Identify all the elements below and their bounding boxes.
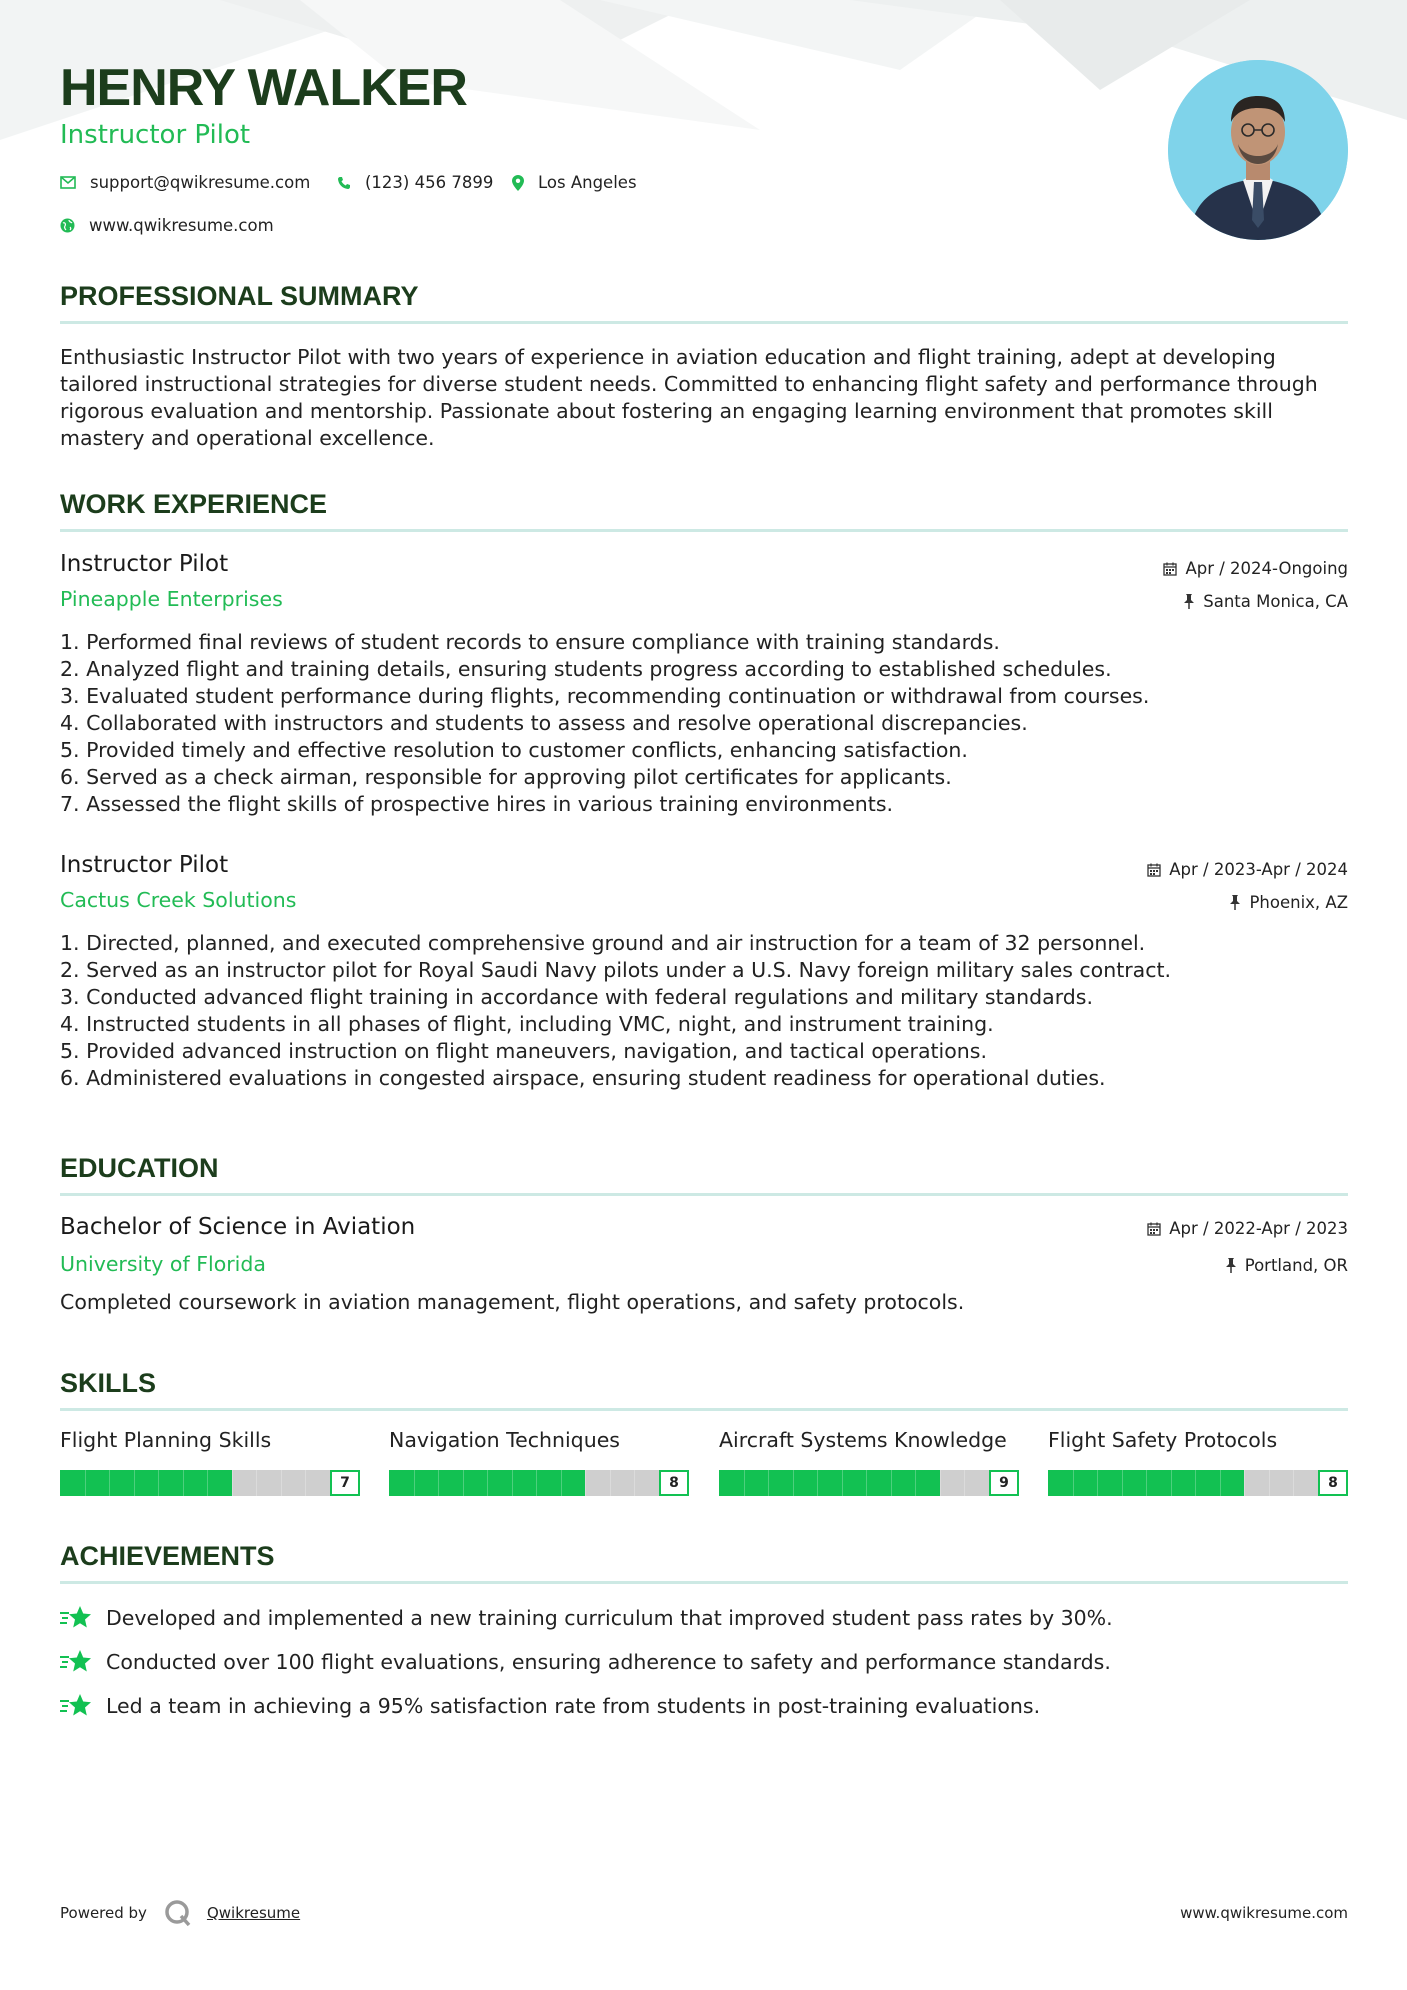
pushpin-icon — [1229, 895, 1241, 910]
list-item: 1. Directed, planned, and executed comprehensive ground and air instruction for a team of 32 personnel. — [60, 931, 1146, 955]
skill-bar-segment — [1073, 1470, 1074, 1496]
website-contact — [60, 216, 274, 235]
skill-bar-fill — [719, 1470, 940, 1496]
qwikresume-link[interactable]: Qwikresume — [206, 1904, 301, 1922]
skill-bar-segment — [183, 1470, 184, 1496]
skill-bar-segment — [207, 1470, 208, 1496]
phone-icon — [337, 176, 351, 190]
star-icon — [60, 1605, 92, 1631]
job-location-text: Phoenix, AZ — [1249, 893, 1348, 912]
list-item: 5. Provided timely and effective resolution to customer conflicts, enhancing satisfaction. — [60, 738, 968, 762]
list-item: 3. Evaluated student performance during flights, recommending continuation or withdrawal from courses. — [60, 684, 1150, 708]
skill-bar-segment — [940, 1470, 941, 1496]
skill-bar-segment — [915, 1470, 916, 1496]
job-dates — [1147, 860, 1348, 879]
skill-bar-segment — [610, 1470, 611, 1496]
pushpin-icon — [1225, 1258, 1237, 1273]
skill-bar-segment — [1195, 1470, 1196, 1496]
skill-bar-segment — [85, 1470, 86, 1496]
star-icon — [60, 1649, 92, 1675]
job-location — [1229, 893, 1348, 912]
list-item: 6. Administered evaluations in congested airspace, ensuring student readiness for operational duties. — [60, 1066, 1106, 1090]
skill-bar-segment — [842, 1470, 843, 1496]
skill-bar — [60, 1470, 360, 1496]
list-item: 1. Performed final reviews of student records to ensure compliance with training standards. — [60, 630, 1000, 654]
avatar — [1168, 60, 1348, 240]
powered-by-label: Powered by — [60, 1904, 147, 1922]
phone-contact — [337, 173, 493, 192]
job-location-text: Santa Monica, CA — [1203, 592, 1348, 611]
star-icon — [60, 1693, 92, 1719]
section-divider — [60, 529, 1348, 532]
list-item: 4. Instructed students in all phases of flight, including VMC, night, and instrument training. — [60, 1012, 994, 1036]
list-item: 3. Conducted advanced flight training in accordance with federal regulations and military standards. — [60, 985, 1093, 1009]
location-contact — [512, 173, 637, 192]
footer-powered-by — [60, 1898, 300, 1928]
email-contact — [60, 173, 310, 192]
skill-item — [60, 1428, 360, 1496]
email-text: support@qwikresume.com — [90, 173, 311, 192]
skill-bar-segment — [256, 1470, 257, 1496]
skill-bar-segment — [1244, 1470, 1245, 1496]
skill-bar-segment — [463, 1470, 464, 1496]
skill-score: 8 — [659, 1470, 689, 1496]
skill-bar-segment — [585, 1470, 586, 1496]
skill-score: 7 — [330, 1470, 360, 1496]
qwikresume-logo-icon — [163, 1898, 193, 1928]
skill-bar-segment — [1122, 1470, 1123, 1496]
job-dates-text: Apr / 2024-Ongoing — [1185, 559, 1348, 578]
list-item: 6. Served as a check airman, responsible for approving pilot certificates for applicants. — [60, 765, 952, 789]
skill-bar-segment — [438, 1470, 439, 1496]
section-title-skills: SKILLS — [60, 1368, 157, 1398]
education-description: Completed coursework in aviation management, flight operations, and safety protocols. — [60, 1290, 965, 1314]
globe-icon — [60, 218, 75, 233]
job-title: Instructor Pilot — [60, 551, 229, 577]
skill-bar-segment — [1220, 1470, 1221, 1496]
degree-title: Bachelor of Science in Aviation — [60, 1214, 416, 1240]
skill-bar-segment — [1097, 1470, 1098, 1496]
website-text: www.qwikresume.com — [89, 216, 274, 235]
achievement-text: Led a team in achieving a 95% satisfaction rate from students in post-training evaluations. — [106, 1694, 1041, 1718]
education-dates-text: Apr / 2022-Apr / 2023 — [1169, 1219, 1348, 1238]
job-responsibilities — [60, 629, 1350, 818]
company-name: Pineapple Enterprises — [60, 587, 283, 611]
section-divider — [60, 1581, 1348, 1584]
skill-bar-segment — [281, 1470, 282, 1496]
achievement-item — [60, 1649, 1111, 1675]
job-dates — [1163, 559, 1348, 578]
footer-website[interactable]: www.qwikresume.com — [1180, 1904, 1348, 1922]
envelope-icon — [60, 176, 76, 189]
list-item: 2. Analyzed flight and training details, ensuring students progress according to established schedules. — [60, 657, 1112, 681]
skill-bar — [389, 1470, 689, 1496]
education-location-text: Portland, OR — [1244, 1256, 1348, 1275]
list-item: 5. Provided advanced instruction on flight maneuvers, navigation, and tactical operations. — [60, 1039, 987, 1063]
section-title-education: EDUCATION — [60, 1153, 219, 1183]
candidate-title: Instructor Pilot — [60, 120, 251, 150]
skill-bar-segment — [109, 1470, 110, 1496]
skill-bar — [719, 1470, 1019, 1496]
skill-bar-segment — [512, 1470, 513, 1496]
section-title-summary: PROFESSIONAL SUMMARY — [60, 281, 419, 311]
job-responsibilities — [60, 930, 1350, 1092]
skill-bar-segment — [768, 1470, 769, 1496]
skill-bar-segment — [1146, 1470, 1147, 1496]
job-location — [1183, 592, 1348, 611]
skill-bar-segment — [487, 1470, 488, 1496]
education-location — [1225, 1256, 1348, 1275]
skill-bar-segment — [158, 1470, 159, 1496]
achievement-text: Developed and implemented a new training curriculum that improved student pass rates by 30%. — [106, 1606, 1113, 1630]
location-text: Los Angeles — [538, 173, 637, 192]
skill-bar-segment — [414, 1470, 415, 1496]
skill-name: Navigation Techniques — [389, 1428, 620, 1452]
skill-bar-segment — [134, 1470, 135, 1496]
skill-bar-segment — [1293, 1470, 1294, 1496]
section-divider — [60, 321, 1348, 324]
candidate-name: HENRY WALKER — [60, 59, 467, 117]
achievement-item — [60, 1605, 1113, 1631]
skill-bar-segment — [891, 1470, 892, 1496]
skill-item — [719, 1428, 1019, 1496]
job-title: Instructor Pilot — [60, 852, 229, 878]
calendar-icon — [1163, 562, 1177, 576]
skill-score: 8 — [1318, 1470, 1348, 1496]
skill-bar-segment — [561, 1470, 562, 1496]
achievement-item — [60, 1693, 1040, 1719]
skill-bar-segment — [305, 1470, 306, 1496]
pushpin-icon — [1183, 594, 1195, 609]
school-name: University of Florida — [60, 1252, 266, 1276]
skill-name: Flight Safety Protocols — [1048, 1428, 1278, 1452]
section-title-experience: WORK EXPERIENCE — [60, 489, 328, 519]
company-name: Cactus Creek Solutions — [60, 888, 297, 912]
skill-name: Flight Planning Skills — [60, 1428, 272, 1452]
skill-bar-segment — [866, 1470, 867, 1496]
skill-bar-segment — [634, 1470, 635, 1496]
skill-item — [389, 1428, 689, 1496]
skill-bar-segment — [536, 1470, 537, 1496]
section-divider — [60, 1408, 1348, 1411]
skill-bar-segment — [1269, 1470, 1270, 1496]
section-divider — [60, 1193, 1348, 1196]
list-item: 7. Assessed the flight skills of prospective hires in various training environments. — [60, 792, 894, 816]
skill-bar-segment — [744, 1470, 745, 1496]
skill-item — [1048, 1428, 1348, 1496]
skill-bar-segment — [232, 1470, 233, 1496]
profile-photo — [1168, 60, 1348, 240]
skill-bar-segment — [964, 1470, 965, 1496]
skill-bar-segment — [793, 1470, 794, 1496]
summary-text: Enthusiastic Instructor Pilot with two years of experience in aviation education and flight training, adept at developing tailored instructional strategies for diverse student needs. Committed to enhancing flight safety and performance through rigorous evaluation and mentorship. Passionate about fostering an engaging learning environment that promotes skill mastery and operational excellence. — [60, 345, 1318, 450]
skill-score: 9 — [989, 1470, 1019, 1496]
list-item: 2. Served as an instructor pilot for Royal Saudi Navy pilots under a U.S. Navy foreign military sales contract. — [60, 958, 1172, 982]
skill-name: Aircraft Systems Knowledge — [719, 1428, 1007, 1452]
phone-text: (123) 456 7899 — [365, 173, 494, 192]
section-title-achievements: ACHIEVEMENTS — [60, 1541, 275, 1571]
map-pin-icon — [512, 175, 524, 191]
education-dates — [1147, 1219, 1348, 1238]
list-item: 4. Collaborated with instructors and students to assess and resolve operational discrepancies. — [60, 711, 1028, 735]
skill-bar-segment — [1171, 1470, 1172, 1496]
calendar-icon — [1147, 863, 1161, 877]
skill-bar-segment — [817, 1470, 818, 1496]
skill-bar — [1048, 1470, 1348, 1496]
achievement-text: Conducted over 100 flight evaluations, ensuring adherence to safety and performance standards. — [106, 1650, 1111, 1674]
job-dates-text: Apr / 2023-Apr / 2024 — [1169, 860, 1348, 879]
calendar-icon — [1147, 1222, 1161, 1236]
